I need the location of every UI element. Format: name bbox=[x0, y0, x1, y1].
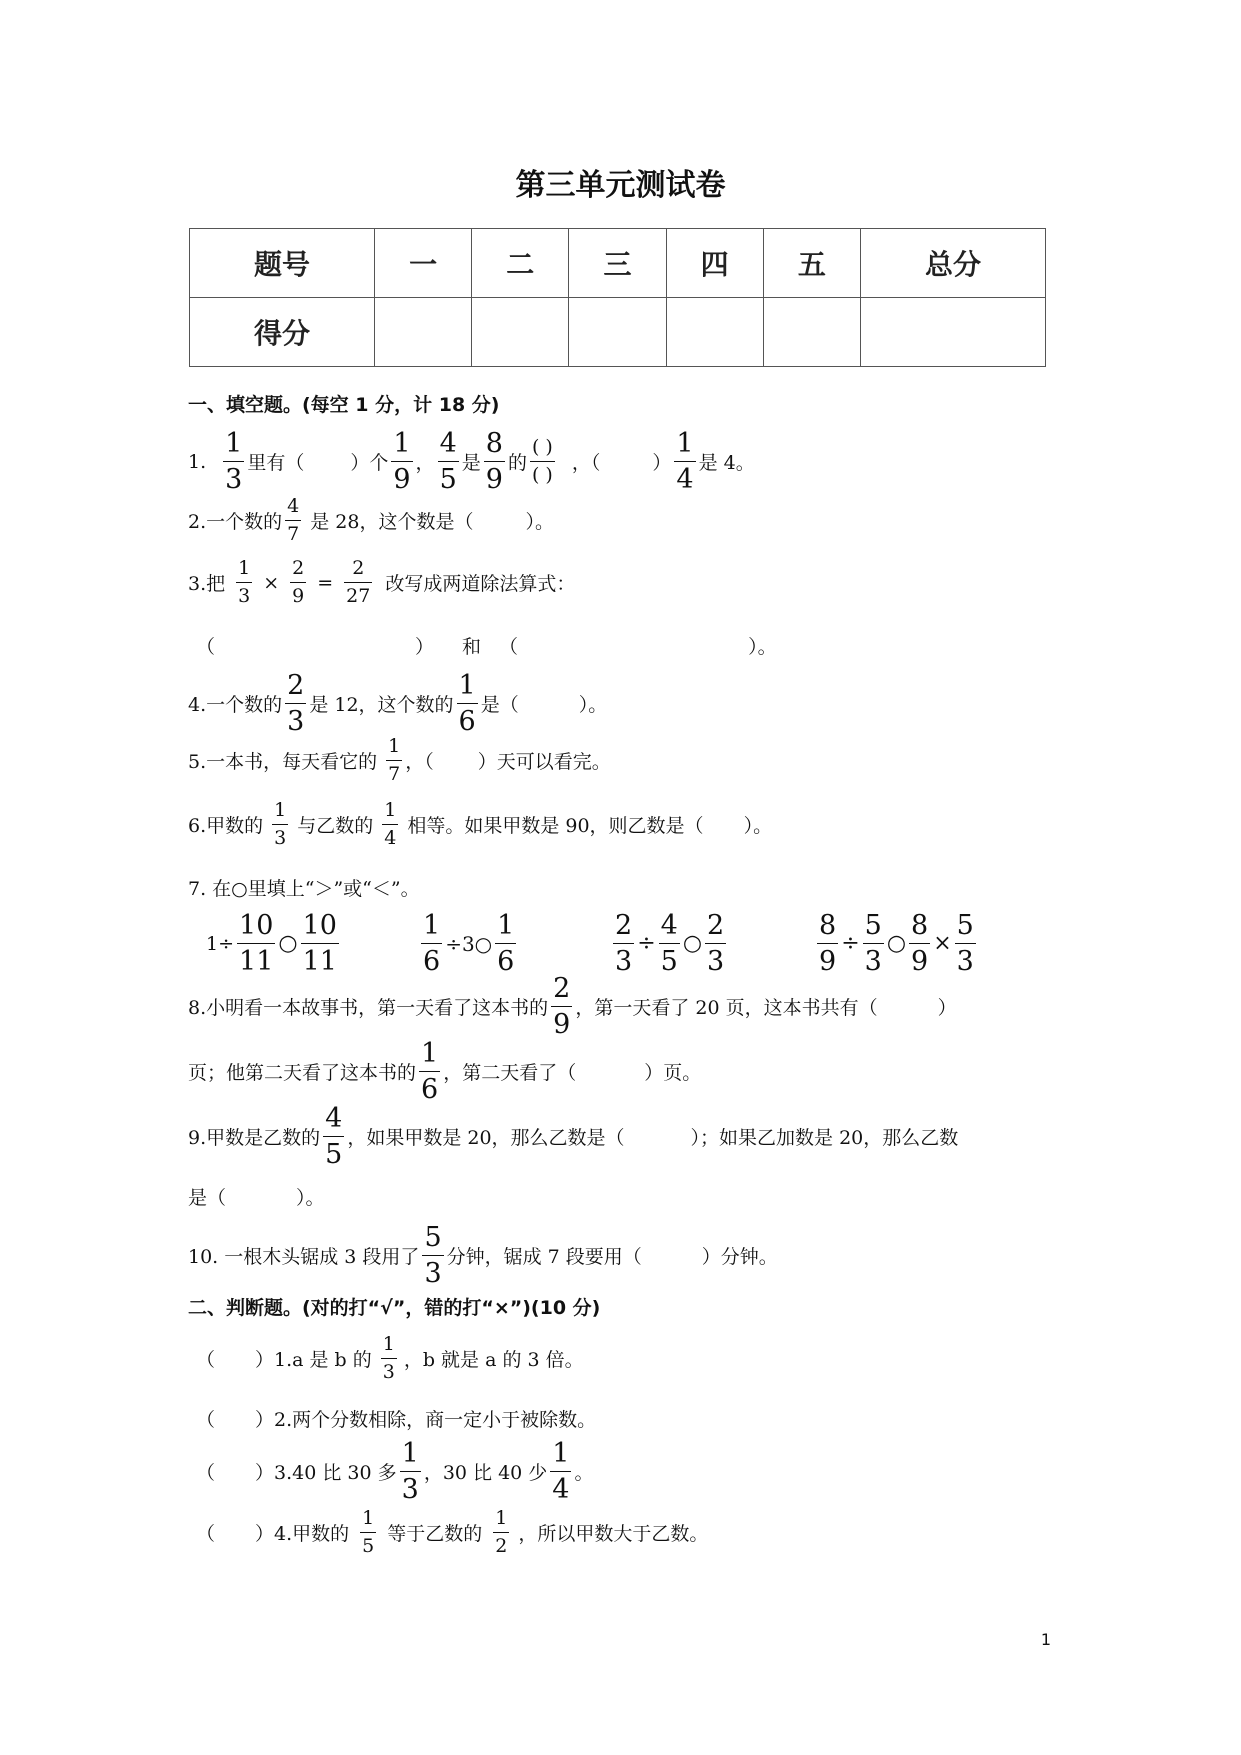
q10-text: ）分钟。 bbox=[701, 1246, 778, 1268]
judgment-text: ）3.40 比 30 多 bbox=[255, 1462, 397, 1484]
q1-number: 1. bbox=[188, 450, 207, 473]
divide-sign: ÷ bbox=[637, 931, 656, 956]
numerator: 5 bbox=[956, 910, 974, 941]
q1-text: 的 bbox=[507, 452, 527, 474]
fraction bbox=[422, 1224, 443, 1287]
denominator: 3 bbox=[705, 943, 726, 975]
q9-text: ）。 bbox=[296, 1187, 325, 1209]
question-2 bbox=[188, 497, 554, 544]
fraction bbox=[955, 912, 976, 975]
question-8 bbox=[188, 975, 957, 1038]
numerator: 2 bbox=[707, 910, 725, 941]
fraction bbox=[817, 912, 838, 975]
score-header-cell: 一 bbox=[374, 229, 471, 298]
score-header-cell: 四 bbox=[666, 229, 763, 298]
denominator: 4 bbox=[674, 461, 695, 493]
numerator: 8 bbox=[485, 428, 503, 459]
q7-expression-2 bbox=[418, 912, 519, 975]
fraction bbox=[290, 559, 306, 606]
denominator: 4 bbox=[550, 1471, 571, 1503]
q10-text: 10. 一根木头锯成 3 段用了 bbox=[188, 1246, 420, 1268]
fraction bbox=[438, 430, 459, 493]
numerator: 1 bbox=[238, 557, 251, 579]
question-3-answers bbox=[196, 632, 777, 659]
judgment-text: ，b 就是 a 的 3 倍。 bbox=[403, 1349, 584, 1371]
denominator: 7 bbox=[386, 760, 402, 784]
numerator: 2 bbox=[292, 557, 305, 579]
q8-text: 8.小明看一本故事书，第一天看了这本书的 bbox=[188, 997, 549, 1019]
judgment-text: 。 bbox=[574, 1462, 594, 1484]
expr-text[interactable]: ÷3○ bbox=[445, 931, 493, 956]
numerator: 4 bbox=[439, 428, 457, 459]
fraction bbox=[400, 1440, 421, 1503]
fraction bbox=[344, 559, 372, 606]
numerator: 10 bbox=[239, 910, 274, 941]
q5-text: ，（ bbox=[405, 751, 434, 773]
bracket-open: （ bbox=[196, 1349, 216, 1371]
fraction bbox=[360, 1509, 376, 1556]
fraction bbox=[550, 1440, 571, 1503]
denominator: 11 bbox=[237, 943, 275, 975]
fraction bbox=[236, 559, 252, 606]
score-cell[interactable] bbox=[374, 298, 471, 367]
q2-text: 2.一个数的 bbox=[188, 511, 283, 533]
denominator: 9 bbox=[290, 582, 306, 606]
judgment-text: ）4.甲数的 bbox=[255, 1523, 350, 1545]
bracket-open: （ bbox=[196, 636, 216, 658]
denominator: 3 bbox=[236, 582, 252, 606]
numerator: 4 bbox=[287, 495, 300, 517]
and-text: 和 bbox=[462, 636, 482, 658]
numerator: 8 bbox=[819, 910, 837, 941]
denominator: 5 bbox=[438, 461, 459, 493]
denominator: 3 bbox=[272, 824, 288, 848]
denominator: ( ) bbox=[530, 461, 555, 485]
fraction bbox=[301, 912, 339, 975]
fraction bbox=[285, 672, 306, 735]
fraction bbox=[674, 430, 695, 493]
q7-text: 7. 在○里填上“＞”或“＜”。 bbox=[188, 878, 420, 900]
denominator: 3 bbox=[400, 1471, 421, 1503]
denominator: 3 bbox=[422, 1255, 443, 1287]
judgment-text: ，所以甲数大于乙数。 bbox=[518, 1523, 709, 1545]
q7-expression-1 bbox=[206, 912, 342, 975]
fraction bbox=[237, 912, 275, 975]
numerator: 8 bbox=[911, 910, 929, 941]
denominator: 9 bbox=[909, 943, 930, 975]
denominator: 7 bbox=[285, 520, 301, 544]
numerator: 5 bbox=[864, 910, 882, 941]
numerator: 1 bbox=[382, 1333, 395, 1355]
numerator: 1 bbox=[676, 428, 694, 459]
numerator: 2 bbox=[615, 910, 633, 941]
question-9 bbox=[188, 1105, 958, 1168]
score-cell[interactable] bbox=[472, 298, 569, 367]
fraction bbox=[391, 430, 412, 493]
numerator: 4 bbox=[325, 1103, 343, 1134]
fraction bbox=[285, 497, 301, 544]
denominator: 4 bbox=[382, 824, 398, 848]
compare-circle[interactable]: ○ bbox=[682, 931, 703, 956]
judgment-text: 等于乙数的 bbox=[387, 1523, 483, 1545]
q4-text: 是 12，这个数的 bbox=[309, 694, 454, 716]
question-6 bbox=[188, 801, 772, 848]
fraction bbox=[323, 1105, 344, 1168]
denominator: 3 bbox=[863, 943, 884, 975]
denominator: 9 bbox=[391, 461, 412, 493]
numerator: 1 bbox=[388, 735, 401, 757]
numerator: 1 bbox=[393, 428, 411, 459]
score-header-cell: 五 bbox=[763, 229, 860, 298]
q3-text: 改写成两道除法算式： bbox=[385, 573, 576, 595]
score-cell[interactable] bbox=[763, 298, 860, 367]
judgment-text: ）1.a 是 b 的 bbox=[255, 1349, 372, 1371]
score-header-cell: 题号 bbox=[190, 229, 375, 298]
judgment-text: ，30 比 40 少 bbox=[423, 1462, 548, 1484]
denominator: 27 bbox=[344, 582, 372, 606]
score-cell[interactable] bbox=[666, 298, 763, 367]
q1-text: ） bbox=[652, 452, 672, 474]
q9-text: 9.甲数是乙数的 bbox=[188, 1127, 321, 1149]
q9-text: ，如果甲数是 20，那么乙数是（ bbox=[347, 1127, 625, 1149]
denominator: 3 bbox=[285, 703, 306, 735]
fraction bbox=[382, 801, 398, 848]
denominator: 11 bbox=[301, 943, 339, 975]
question-7 bbox=[188, 874, 420, 901]
fraction bbox=[381, 1335, 397, 1382]
bracket-close: ） bbox=[415, 636, 435, 658]
denominator: 6 bbox=[457, 703, 478, 735]
question-1 bbox=[188, 430, 755, 493]
question-10 bbox=[188, 1224, 778, 1287]
times-sign: × bbox=[263, 571, 280, 594]
numerator: ( ) bbox=[531, 436, 553, 458]
question-9-cont bbox=[188, 1183, 325, 1210]
numerator: 1 bbox=[274, 799, 287, 821]
equals-sign: = bbox=[317, 571, 334, 594]
q4-text: 是（ bbox=[480, 694, 519, 716]
score-header-cell: 总分 bbox=[860, 229, 1045, 298]
fraction bbox=[613, 912, 634, 975]
question-4 bbox=[188, 672, 607, 735]
numerator: 2 bbox=[553, 973, 571, 1004]
denominator: 3 bbox=[613, 943, 634, 975]
denominator: 6 bbox=[421, 943, 442, 975]
denominator: 5 bbox=[323, 1136, 344, 1168]
q10-text: 分钟，锯成 7 段要用（ bbox=[446, 1246, 642, 1268]
judgment-1 bbox=[196, 1335, 584, 1382]
question-8-cont bbox=[188, 1040, 701, 1103]
divide-sign: ÷ bbox=[841, 931, 860, 956]
fraction bbox=[495, 912, 516, 975]
q4-text: 4.一个数的 bbox=[188, 694, 283, 716]
fraction bbox=[386, 737, 402, 784]
fraction bbox=[272, 801, 288, 848]
fraction bbox=[909, 912, 930, 975]
judgment-text: ）2.两个分数相除，商一定小于被除数。 bbox=[255, 1409, 597, 1431]
fraction bbox=[419, 1040, 440, 1103]
question-3 bbox=[188, 559, 575, 606]
q8-text: ）页。 bbox=[644, 1062, 702, 1084]
denominator: 3 bbox=[223, 461, 244, 493]
q7-expression-3 bbox=[610, 912, 729, 975]
compare-circle[interactable]: ○ bbox=[278, 931, 298, 956]
numerator: 1 bbox=[225, 428, 243, 459]
question-5 bbox=[188, 737, 611, 784]
score-header-cell: 二 bbox=[472, 229, 569, 298]
score-table-score-row bbox=[190, 298, 1046, 367]
numerator: 1 bbox=[401, 1438, 419, 1469]
bracket-open: （ bbox=[196, 1409, 216, 1431]
q1-text: ）个 bbox=[350, 452, 389, 474]
numerator: 2 bbox=[352, 557, 365, 579]
denominator: 3 bbox=[381, 1358, 397, 1382]
fraction bbox=[493, 1509, 509, 1556]
numerator: 1 bbox=[495, 1507, 508, 1529]
numerator: 1 bbox=[497, 910, 515, 941]
fraction bbox=[863, 912, 884, 975]
q5-text: 5.一本书，每天看它的 bbox=[188, 751, 378, 773]
q6-text: 与乙数的 bbox=[297, 815, 374, 837]
numerator: 2 bbox=[287, 670, 305, 701]
score-row-label: 得分 bbox=[190, 298, 375, 367]
judgment-3 bbox=[196, 1440, 594, 1503]
fraction bbox=[659, 912, 680, 975]
fraction bbox=[457, 672, 478, 735]
judgment-4 bbox=[196, 1509, 708, 1556]
expr-text: 1÷ bbox=[206, 932, 235, 955]
q8-text: ） bbox=[937, 997, 957, 1019]
q6-text: 相等。如果甲数是 90，则乙数是（ bbox=[407, 815, 704, 837]
score-cell[interactable] bbox=[860, 298, 1045, 367]
bracket-open: （ bbox=[196, 1462, 216, 1484]
q4-text: ）。 bbox=[578, 694, 608, 716]
denominator: 9 bbox=[551, 1006, 572, 1038]
q1-text: ， bbox=[415, 452, 435, 474]
denominator: 6 bbox=[495, 943, 516, 975]
compare-circle[interactable]: ○ bbox=[886, 931, 907, 956]
fraction-blank[interactable] bbox=[530, 438, 555, 485]
q8-text: 页；他第二天看了这本书的 bbox=[188, 1062, 417, 1084]
fraction bbox=[484, 430, 505, 493]
q1-text: ，（ bbox=[571, 452, 601, 474]
numerator: 1 bbox=[458, 670, 476, 701]
score-table-header-row bbox=[190, 229, 1046, 298]
denominator: 2 bbox=[493, 1532, 509, 1556]
q8-text: ，第二天看了（ bbox=[443, 1062, 577, 1084]
denominator: 6 bbox=[419, 1071, 440, 1103]
numerator: 1 bbox=[384, 799, 397, 821]
numerator: 4 bbox=[660, 910, 678, 941]
score-table bbox=[189, 228, 1046, 367]
denominator: 9 bbox=[484, 461, 505, 493]
page-title: 第三单元测试卷 bbox=[515, 168, 726, 203]
score-header-cell: 三 bbox=[569, 229, 666, 298]
q9-text: 是（ bbox=[188, 1187, 227, 1209]
q2-text: 是 28，这个数是（ bbox=[310, 511, 474, 533]
q3-text: 3.把 bbox=[188, 573, 226, 595]
q2-text: ）。 bbox=[525, 511, 554, 533]
section2-heading: 二、判断题。(对的打“√”，错的打“×”)(10 分) bbox=[188, 1297, 601, 1319]
numerator: 1 bbox=[552, 1438, 570, 1469]
q6-text: ）。 bbox=[743, 815, 773, 837]
denominator: 3 bbox=[955, 943, 976, 975]
bracket-close: ）。 bbox=[748, 636, 777, 658]
denominator: 5 bbox=[659, 943, 680, 975]
q1-text: 是 4。 bbox=[698, 452, 755, 474]
numerator: 5 bbox=[424, 1222, 442, 1253]
fraction bbox=[705, 912, 726, 975]
q9-text: ）；如果乙加数是 20，那么乙数 bbox=[690, 1127, 959, 1149]
q1-text: 是 bbox=[461, 452, 481, 474]
bracket-open: （ bbox=[499, 636, 519, 658]
numerator: 10 bbox=[302, 910, 337, 941]
section1-heading: 一、填空题。(每空 1 分，计 18 分) bbox=[188, 394, 500, 416]
fraction bbox=[421, 912, 442, 975]
numerator: 1 bbox=[362, 1507, 375, 1529]
numerator: 1 bbox=[423, 910, 441, 941]
score-cell[interactable] bbox=[569, 298, 666, 367]
denominator: 5 bbox=[360, 1532, 376, 1556]
q5-text: ）天可以看完。 bbox=[477, 751, 611, 773]
times-sign: × bbox=[933, 931, 952, 956]
q7-expression-4 bbox=[814, 912, 979, 975]
bracket-open: （ bbox=[196, 1523, 216, 1545]
judgment-2 bbox=[196, 1405, 596, 1432]
q1-text: 里有（ bbox=[247, 452, 305, 474]
q8-text: ，第一天看了 20 页，这本书共有（ bbox=[575, 997, 878, 1019]
page-number: 1 bbox=[1040, 1630, 1051, 1649]
fraction bbox=[551, 975, 572, 1038]
numerator: 1 bbox=[421, 1038, 439, 1069]
q6-text: 6.甲数的 bbox=[188, 815, 264, 837]
fraction bbox=[223, 430, 244, 493]
denominator: 9 bbox=[817, 943, 838, 975]
